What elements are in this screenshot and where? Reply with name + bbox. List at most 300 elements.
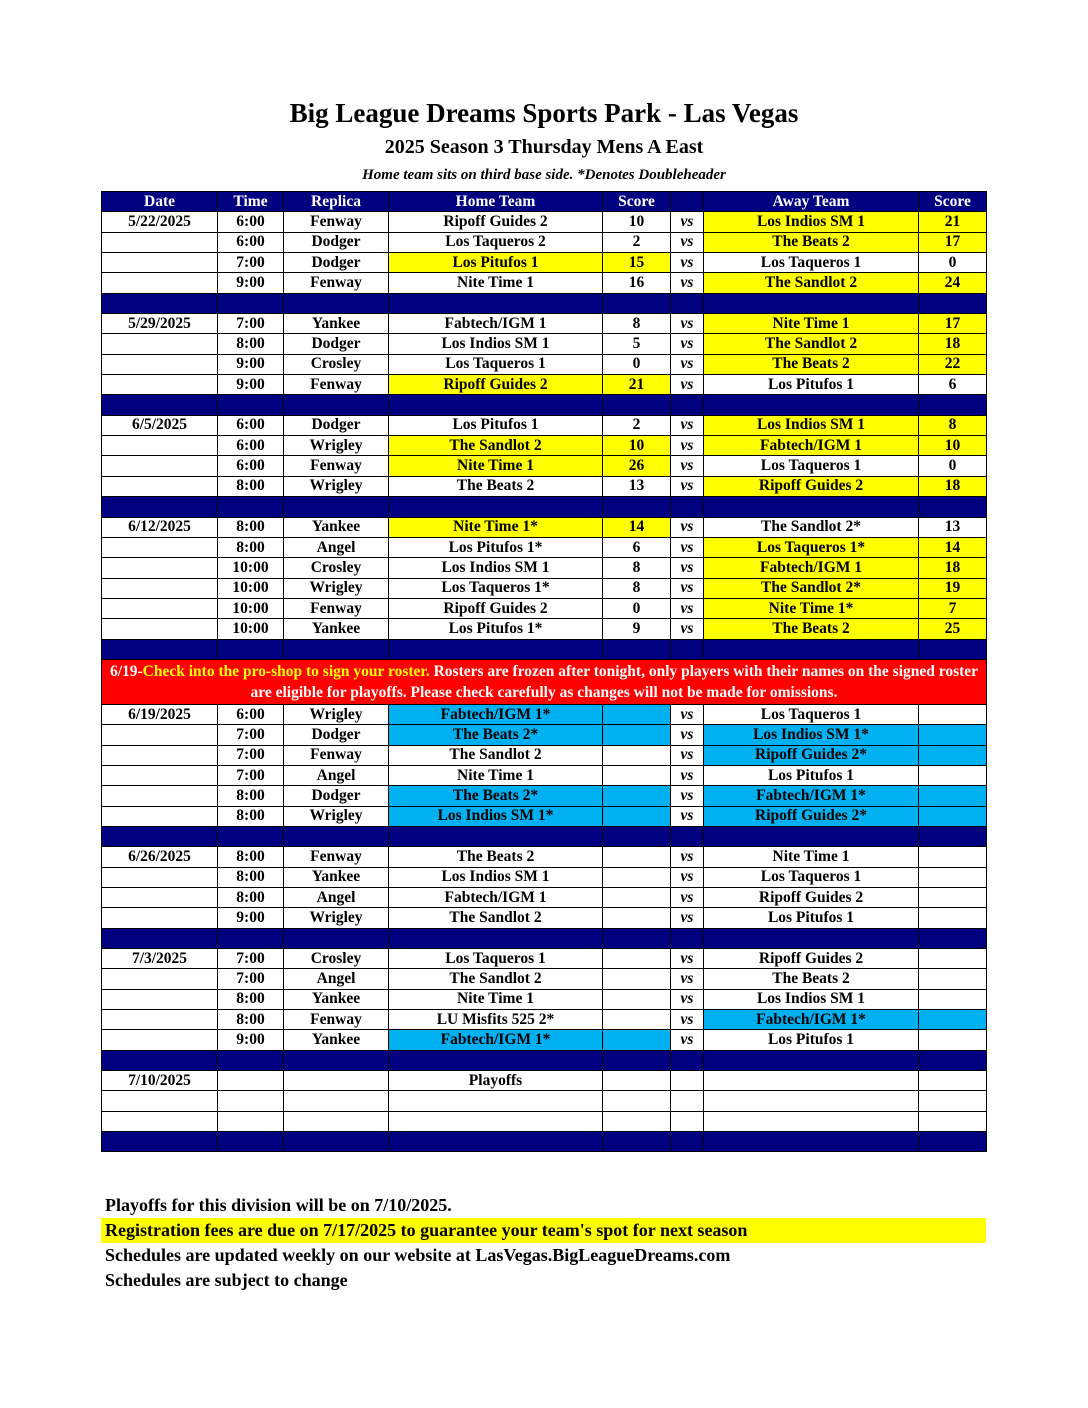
home-score-cell: [603, 786, 671, 806]
replica-cell: Fenway: [284, 375, 389, 395]
separator-cell: [919, 293, 987, 313]
home-team-cell: Los Pitufos 1*: [389, 619, 603, 639]
away-team-cell: Los Taqueros 1: [704, 456, 919, 476]
col-time-header: Time: [218, 192, 284, 212]
away-score-cell: 13: [919, 517, 987, 537]
away-score-cell: 6: [919, 375, 987, 395]
date-cell: [102, 765, 218, 785]
table-row: [102, 745, 987, 765]
away-team-cell: [704, 1091, 919, 1111]
home-score-cell: [603, 867, 671, 887]
time-cell: 10:00: [218, 598, 284, 618]
home-team-cell: Los Taqueros 1*: [389, 578, 603, 598]
away-team-cell: Los Pitufos 1: [704, 375, 919, 395]
separator-cell: [218, 826, 284, 846]
week-separator-row: [102, 497, 987, 517]
home-team-cell: [389, 1091, 603, 1111]
replica-cell: Crosley: [284, 558, 389, 578]
home-team-cell: LU Misfits 525 2*: [389, 1010, 603, 1030]
away-score-cell: [919, 704, 987, 724]
time-cell: 8:00: [218, 1010, 284, 1030]
separator-cell: [704, 497, 919, 517]
week-separator-row: [102, 928, 987, 948]
away-team-cell: The Sandlot 2*: [704, 578, 919, 598]
home-score-cell: [603, 765, 671, 785]
separator-cell: [671, 497, 704, 517]
time-cell: 8:00: [218, 476, 284, 496]
home-team-note: Home team sits on third base side. *Denotes Doubleheader: [362, 167, 726, 183]
replica-cell: Angel: [284, 969, 389, 989]
away-team-cell: Los Indios SM 1: [704, 989, 919, 1009]
away-team-cell: Fabtech/IGM 1: [704, 436, 919, 456]
vs-cell: vs: [671, 578, 704, 598]
date-cell: [102, 273, 218, 293]
separator-cell: [919, 497, 987, 517]
separator-cell: [284, 395, 389, 415]
replica-cell: Wrigley: [284, 578, 389, 598]
vs-cell: vs: [671, 745, 704, 765]
away-score-cell: 7: [919, 598, 987, 618]
replica-cell: Angel: [284, 888, 389, 908]
table-row: [102, 725, 987, 745]
date-cell: 5/29/2025: [102, 314, 218, 334]
separator-cell: [102, 639, 218, 659]
col-away-team-header: Away Team: [704, 192, 919, 212]
home-score-cell: [603, 704, 671, 724]
away-team-cell: The Beats 2: [704, 232, 919, 252]
table-row: [102, 375, 987, 395]
time-cell: [218, 1091, 284, 1111]
home-score-cell: [603, 949, 671, 969]
table-row: [102, 476, 987, 496]
time-cell: 7:00: [218, 314, 284, 334]
home-score-cell: 0: [603, 354, 671, 374]
table-row: [102, 558, 987, 578]
notice-text: Rosters are frozen after tonight, only players with their names on the signed roster are eligible for playoffs. Please check carefully as changes will not be made for omissions.: [250, 662, 979, 701]
separator-cell: [218, 1132, 284, 1152]
home-team-cell: Nite Time 1: [389, 273, 603, 293]
home-score-cell: [603, 888, 671, 908]
vs-cell: vs: [671, 765, 704, 785]
time-cell: 9:00: [218, 1030, 284, 1050]
replica-cell: Fenway: [284, 212, 389, 232]
separator-cell: [389, 497, 603, 517]
separator-cell: [919, 639, 987, 659]
notice-date: 6/19-: [109, 662, 143, 680]
away-score-cell: [919, 786, 987, 806]
col-vs-header: [671, 192, 704, 212]
date-cell: [102, 578, 218, 598]
date-cell: 6/12/2025: [102, 517, 218, 537]
vs-cell: vs: [671, 908, 704, 928]
table-row: [102, 598, 987, 618]
vs-cell: vs: [671, 354, 704, 374]
date-cell: [102, 908, 218, 928]
replica-cell: Fenway: [284, 847, 389, 867]
vs-cell: [671, 1111, 704, 1131]
replica-cell: Fenway: [284, 598, 389, 618]
date-cell: [102, 1030, 218, 1050]
home-score-cell: 0: [603, 598, 671, 618]
replica-cell: Dodger: [284, 253, 389, 273]
schedule-table: [101, 191, 987, 1152]
table-row: [102, 1010, 987, 1030]
separator-cell: [704, 293, 919, 313]
home-score-cell: [603, 1071, 671, 1091]
replica-cell: Fenway: [284, 273, 389, 293]
time-cell: [218, 1071, 284, 1091]
home-score-cell: [603, 1091, 671, 1111]
table-row: [102, 537, 987, 557]
time-cell: 8:00: [218, 867, 284, 887]
away-score-cell: 25: [919, 619, 987, 639]
away-score-cell: [919, 745, 987, 765]
replica-cell: [284, 1091, 389, 1111]
home-score-cell: 6: [603, 537, 671, 557]
separator-cell: [704, 395, 919, 415]
table-row: [102, 456, 987, 476]
home-team-cell: Fabtech/IGM 1*: [389, 704, 603, 724]
replica-cell: Yankee: [284, 314, 389, 334]
separator-cell: [671, 1050, 704, 1070]
home-score-cell: 13: [603, 476, 671, 496]
vs-cell: vs: [671, 1010, 704, 1030]
time-cell: 7:00: [218, 725, 284, 745]
vs-cell: vs: [671, 1030, 704, 1050]
home-team-cell: Fabtech/IGM 1: [389, 888, 603, 908]
table-row: [102, 989, 987, 1009]
replica-cell: Dodger: [284, 232, 389, 252]
time-cell: 9:00: [218, 354, 284, 374]
away-team-cell: The Beats 2: [704, 619, 919, 639]
home-team-cell: Playoffs: [389, 1071, 603, 1091]
home-team-cell: The Beats 2: [389, 847, 603, 867]
time-cell: 8:00: [218, 989, 284, 1009]
home-score-cell: 8: [603, 578, 671, 598]
replica-cell: Dodger: [284, 415, 389, 435]
separator-cell: [102, 497, 218, 517]
away-team-cell: Ripoff Guides 2: [704, 888, 919, 908]
vs-cell: vs: [671, 806, 704, 826]
away-score-cell: 19: [919, 578, 987, 598]
replica-cell: Dodger: [284, 725, 389, 745]
home-team-cell: Los Pitufos 1*: [389, 537, 603, 557]
date-cell: 7/10/2025: [102, 1071, 218, 1091]
away-team-cell: Ripoff Guides 2: [704, 476, 919, 496]
separator-cell: [389, 928, 603, 948]
separator-cell: [284, 1050, 389, 1070]
home-team-cell: Ripoff Guides 2: [389, 212, 603, 232]
home-score-cell: [603, 1111, 671, 1131]
table-row: [102, 273, 987, 293]
week-separator-row: [102, 826, 987, 846]
home-score-cell: 10: [603, 436, 671, 456]
separator-cell: [389, 293, 603, 313]
separator-cell: [671, 639, 704, 659]
time-cell: 6:00: [218, 415, 284, 435]
date-cell: [102, 232, 218, 252]
home-team-cell: Los Indios SM 1*: [389, 806, 603, 826]
footer-playoffs-note: Playoffs for this division will be on 7/10/2025.: [105, 1195, 452, 1215]
away-team-cell: Los Pitufos 1: [704, 1030, 919, 1050]
separator-cell: [102, 1132, 218, 1152]
time-cell: 8:00: [218, 847, 284, 867]
replica-cell: Wrigley: [284, 476, 389, 496]
away-team-cell: Los Taqueros 1: [704, 704, 919, 724]
time-cell: 6:00: [218, 232, 284, 252]
replica-cell: Yankee: [284, 1030, 389, 1050]
replica-cell: Crosley: [284, 354, 389, 374]
separator-cell: [603, 395, 671, 415]
table-row: [102, 1111, 987, 1131]
table-row: [102, 619, 987, 639]
away-score-cell: 17: [919, 314, 987, 334]
separator-cell: [389, 826, 603, 846]
away-team-cell: The Sandlot 2: [704, 334, 919, 354]
time-cell: 8:00: [218, 517, 284, 537]
away-score-cell: [919, 888, 987, 908]
table-row: [102, 1091, 987, 1111]
separator-cell: [603, 1132, 671, 1152]
separator-cell: [218, 1050, 284, 1070]
col-replica-header: Replica: [284, 192, 389, 212]
time-cell: 7:00: [218, 745, 284, 765]
away-team-cell: Ripoff Guides 2*: [704, 745, 919, 765]
home-team-cell: The Sandlot 2: [389, 969, 603, 989]
vs-cell: vs: [671, 314, 704, 334]
home-team-cell: Nite Time 1: [389, 456, 603, 476]
table-row: [102, 867, 987, 887]
home-score-cell: [603, 989, 671, 1009]
away-score-cell: [919, 1091, 987, 1111]
table-row: [102, 765, 987, 785]
home-team-cell: Nite Time 1*: [389, 517, 603, 537]
away-team-cell: Nite Time 1: [704, 314, 919, 334]
vs-cell: vs: [671, 334, 704, 354]
week-separator-row: [102, 395, 987, 415]
home-team-cell: Los Taqueros 1: [389, 354, 603, 374]
home-score-cell: 15: [603, 253, 671, 273]
away-team-cell: Los Indios SM 1: [704, 212, 919, 232]
time-cell: 9:00: [218, 273, 284, 293]
date-cell: [102, 436, 218, 456]
separator-cell: [102, 395, 218, 415]
vs-cell: vs: [671, 704, 704, 724]
away-score-cell: 24: [919, 273, 987, 293]
vs-cell: vs: [671, 415, 704, 435]
home-team-cell: Los Indios SM 1: [389, 558, 603, 578]
time-cell: 10:00: [218, 558, 284, 578]
replica-cell: Crosley: [284, 949, 389, 969]
home-score-cell: [603, 1010, 671, 1030]
table-row: [102, 436, 987, 456]
home-team-cell: Los Pitufos 1: [389, 415, 603, 435]
vs-cell: vs: [671, 517, 704, 537]
separator-cell: [704, 928, 919, 948]
away-score-cell: [919, 949, 987, 969]
date-cell: [102, 537, 218, 557]
time-cell: 8:00: [218, 786, 284, 806]
table-row: [102, 949, 987, 969]
time-cell: 10:00: [218, 578, 284, 598]
date-cell: [102, 456, 218, 476]
away-team-cell: Los Pitufos 1: [704, 908, 919, 928]
roster-notice: [102, 659, 987, 704]
home-team-cell: Nite Time 1: [389, 989, 603, 1009]
date-cell: [102, 1111, 218, 1131]
time-cell: [218, 1111, 284, 1131]
replica-cell: Yankee: [284, 867, 389, 887]
home-team-cell: Fabtech/IGM 1*: [389, 1030, 603, 1050]
separator-cell: [284, 293, 389, 313]
replica-cell: Wrigley: [284, 806, 389, 826]
separator-cell: [284, 928, 389, 948]
separator-cell: [102, 826, 218, 846]
vs-cell: [671, 1091, 704, 1111]
home-team-cell: The Beats 2: [389, 476, 603, 496]
date-cell: [102, 619, 218, 639]
vs-cell: vs: [671, 476, 704, 496]
vs-cell: vs: [671, 598, 704, 618]
home-team-cell: The Beats 2*: [389, 725, 603, 745]
away-team-cell: Los Indios SM 1*: [704, 725, 919, 745]
footer-change-note: Schedules are subject to change: [105, 1270, 348, 1290]
schedule-body: [102, 212, 987, 1152]
home-score-cell: 2: [603, 415, 671, 435]
away-score-cell: [919, 725, 987, 745]
home-score-cell: 9: [603, 619, 671, 639]
home-team-cell: Los Indios SM 1: [389, 867, 603, 887]
time-cell: 9:00: [218, 375, 284, 395]
away-team-cell: The Beats 2: [704, 354, 919, 374]
week-separator-row: [102, 293, 987, 313]
table-row: [102, 232, 987, 252]
separator-cell: [603, 497, 671, 517]
vs-cell: vs: [671, 619, 704, 639]
home-team-cell: [389, 1111, 603, 1131]
date-cell: [102, 558, 218, 578]
separator-cell: [218, 395, 284, 415]
away-score-cell: 10: [919, 436, 987, 456]
replica-cell: Wrigley: [284, 908, 389, 928]
separator-cell: [671, 826, 704, 846]
time-cell: 8:00: [218, 537, 284, 557]
replica-cell: [284, 1111, 389, 1131]
date-cell: [102, 334, 218, 354]
away-team-cell: Nite Time 1: [704, 847, 919, 867]
week-separator-row: [102, 1050, 987, 1070]
home-score-cell: [603, 806, 671, 826]
away-score-cell: 18: [919, 476, 987, 496]
table-row: [102, 415, 987, 435]
away-score-cell: [919, 1030, 987, 1050]
away-team-cell: Nite Time 1*: [704, 598, 919, 618]
separator-cell: [671, 928, 704, 948]
table-row: [102, 253, 987, 273]
separator-cell: [218, 928, 284, 948]
vs-cell: vs: [671, 212, 704, 232]
away-team-cell: [704, 1111, 919, 1131]
time-cell: 7:00: [218, 253, 284, 273]
away-score-cell: [919, 908, 987, 928]
separator-cell: [704, 1132, 919, 1152]
away-score-cell: [919, 989, 987, 1009]
away-team-cell: [704, 1071, 919, 1091]
away-score-cell: 17: [919, 232, 987, 252]
date-cell: [102, 806, 218, 826]
replica-cell: Fenway: [284, 745, 389, 765]
separator-cell: [284, 826, 389, 846]
separator-cell: [218, 293, 284, 313]
vs-cell: vs: [671, 273, 704, 293]
table-row: [102, 847, 987, 867]
table-row: [102, 314, 987, 334]
table-row: [102, 1071, 987, 1091]
vs-cell: vs: [671, 949, 704, 969]
table-row: [102, 888, 987, 908]
away-team-cell: The Sandlot 2*: [704, 517, 919, 537]
time-cell: 7:00: [218, 765, 284, 785]
home-score-cell: [603, 1030, 671, 1050]
vs-cell: vs: [671, 558, 704, 578]
away-team-cell: Los Pitufos 1: [704, 765, 919, 785]
date-cell: 5/22/2025: [102, 212, 218, 232]
vs-cell: vs: [671, 969, 704, 989]
away-score-cell: [919, 1071, 987, 1091]
vs-cell: vs: [671, 537, 704, 557]
home-score-cell: 16: [603, 273, 671, 293]
home-score-cell: 8: [603, 314, 671, 334]
roster-notice-row: [102, 659, 987, 704]
date-cell: [102, 253, 218, 273]
page-title: Big League Dreams Sports Park - Las Vegas: [289, 98, 799, 128]
separator-cell: [704, 826, 919, 846]
date-cell: 6/26/2025: [102, 847, 218, 867]
date-cell: [102, 1010, 218, 1030]
time-cell: 8:00: [218, 334, 284, 354]
table-header-row: [102, 192, 987, 212]
date-cell: [102, 867, 218, 887]
separator-cell: [218, 497, 284, 517]
date-cell: [102, 375, 218, 395]
home-team-cell: The Sandlot 2: [389, 436, 603, 456]
table-row: [102, 578, 987, 598]
replica-cell: Angel: [284, 537, 389, 557]
table-row: [102, 908, 987, 928]
table-row: [102, 806, 987, 826]
home-team-cell: Los Taqueros 1: [389, 949, 603, 969]
vs-cell: vs: [671, 436, 704, 456]
home-score-cell: 8: [603, 558, 671, 578]
home-score-cell: 10: [603, 212, 671, 232]
away-score-cell: 21: [919, 212, 987, 232]
away-score-cell: 18: [919, 334, 987, 354]
away-team-cell: The Beats 2: [704, 969, 919, 989]
replica-cell: Yankee: [284, 989, 389, 1009]
away-team-cell: Ripoff Guides 2: [704, 949, 919, 969]
date-cell: [102, 786, 218, 806]
home-score-cell: 2: [603, 232, 671, 252]
vs-cell: vs: [671, 989, 704, 1009]
away-score-cell: [919, 847, 987, 867]
separator-cell: [284, 1132, 389, 1152]
vs-cell: vs: [671, 847, 704, 867]
replica-cell: [284, 1071, 389, 1091]
separator-cell: [919, 826, 987, 846]
week-separator-row: [102, 1132, 987, 1152]
separator-cell: [671, 395, 704, 415]
replica-cell: Wrigley: [284, 704, 389, 724]
